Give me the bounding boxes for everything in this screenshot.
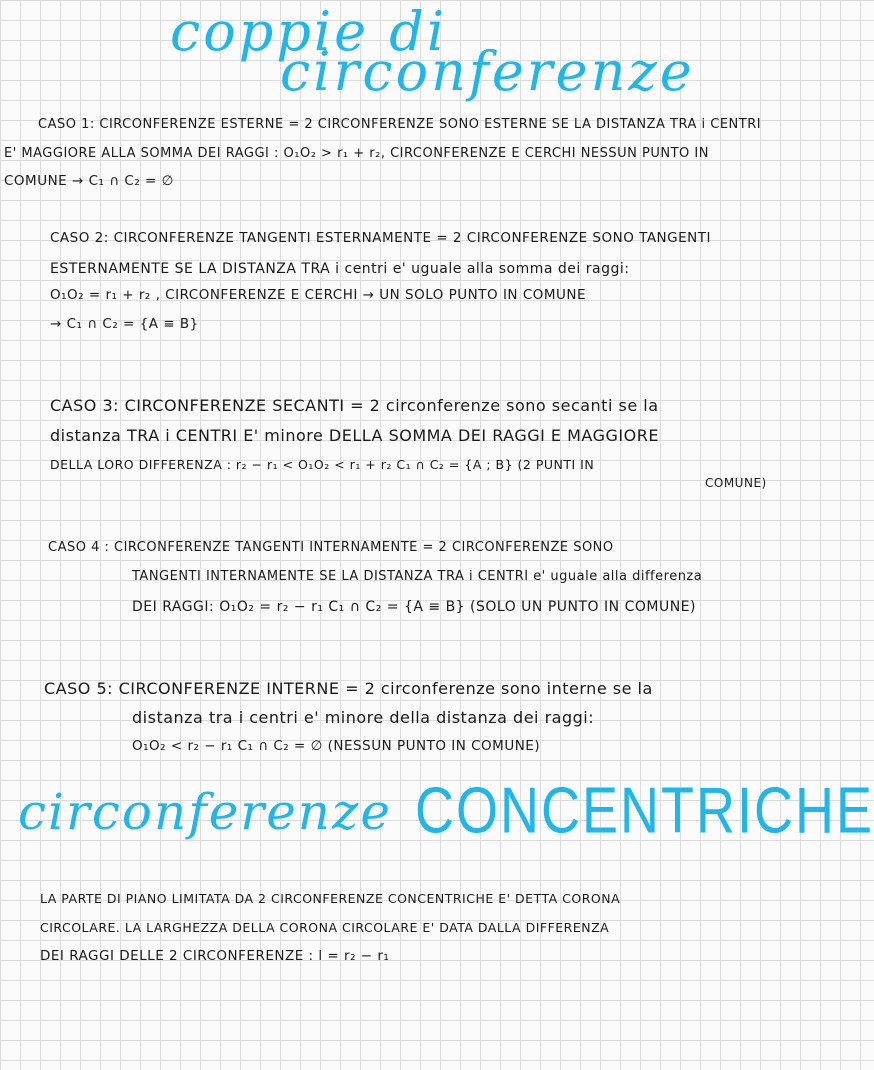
caso3-line-1: CASO 3: CIRCONFERENZE SECANTI = 2 circonferenze sono secanti se la [50,396,659,415]
concentriche-script-word: circonferenze [18,783,392,841]
caso4-line-2: TANGENTI INTERNAMENTE SE LA DISTANZA TRA i CENTRI e' uguale alla differenza [132,569,703,584]
concentriche-line-3: DEI RAGGI DELLE 2 CIRCONFERENZE : l = r₂ − r₁ [40,948,390,964]
caso5-line-2: distanza tra i centri e' minore della distanza dei raggi: [132,708,595,727]
concentriche-heading [18,775,874,847]
caso4-line-1: CASO 4 : CIRCONFERENZE TANGENTI INTERNAMENTE = 2 CIRCONFERENZE SONO [48,540,614,555]
caso2-line-3: O₁O₂ = r₁ + r₂ , CIRCONFERENZE E CERCHI → UN SOLO PUNTO IN COMUNE [50,287,587,303]
concentriche-line-2: CIRCOLARE. LA LARGHEZZA DELLA CORONA CIRCOLARE E' DATA DALLA DIFFERENZA [40,920,610,935]
concentriche-caps-word: CONCENTRICHE [415,775,874,847]
caso2-line-1: CASO 2: CIRCONFERENZE TANGENTI ESTERNAMENTE = 2 CIRCONFERENZE SONO TANGENTI [50,230,711,246]
caso1-line-3: COMUNE → C₁ ∩ C₂ = ∅ [4,173,174,189]
caso5-line-3: O₁O₂ < r₂ − r₁ C₁ ∩ C₂ = ∅ (NESSUN PUNTO IN COMUNE) [132,738,541,754]
caso2-line-2: ESTERNAMENTE SE LA DISTANZA TRA i centri e' uguale alla somma dei raggi: [50,261,630,277]
caso5-line-1: CASO 5: CIRCONFERENZE INTERNE = 2 circonferenze sono interne se la [44,679,653,698]
caso3-line-2: distanza TRA i CENTRI E' minore DELLA SOMMA DEI RAGGI E MAGGIORE [50,426,659,445]
title-line-2: circonferenze [280,40,695,103]
concentriche-line-1: LA PARTE DI PIANO LIMITATA DA 2 CIRCONFERENZE CONCENTRICHE E' DETTA CORONA [40,891,621,906]
caso2-line-4: → C₁ ∩ C₂ = {A ≡ B} [50,316,199,332]
caso3-line-4: COMUNE) [705,476,767,490]
caso4-line-3: DEI RAGGI: O₁O₂ = r₂ − r₁ C₁ ∩ C₂ = {A ≡ B} (SOLO UN PUNTO IN COMUNE) [132,599,696,615]
caso1-line-1: CASO 1: CIRCONFERENZE ESTERNE = 2 CIRCONFERENZE SONO ESTERNE SE LA DISTANZA TRA i CENTRI [38,117,762,132]
caso1-line-2: E' MAGGIORE ALLA SOMMA DEI RAGGI : O₁O₂ > r₁ + r₂, CIRCONFERENZE E CERCHI NESSUN PUNTO IN [4,146,709,161]
caso3-line-3: DELLA LORO DIFFERENZA : r₂ − r₁ < O₁O₂ < r₁ + r₂ C₁ ∩ C₂ = {A ; B} (2 PUNTI IN [50,457,595,472]
title-line-1: coppie di [170,0,448,63]
